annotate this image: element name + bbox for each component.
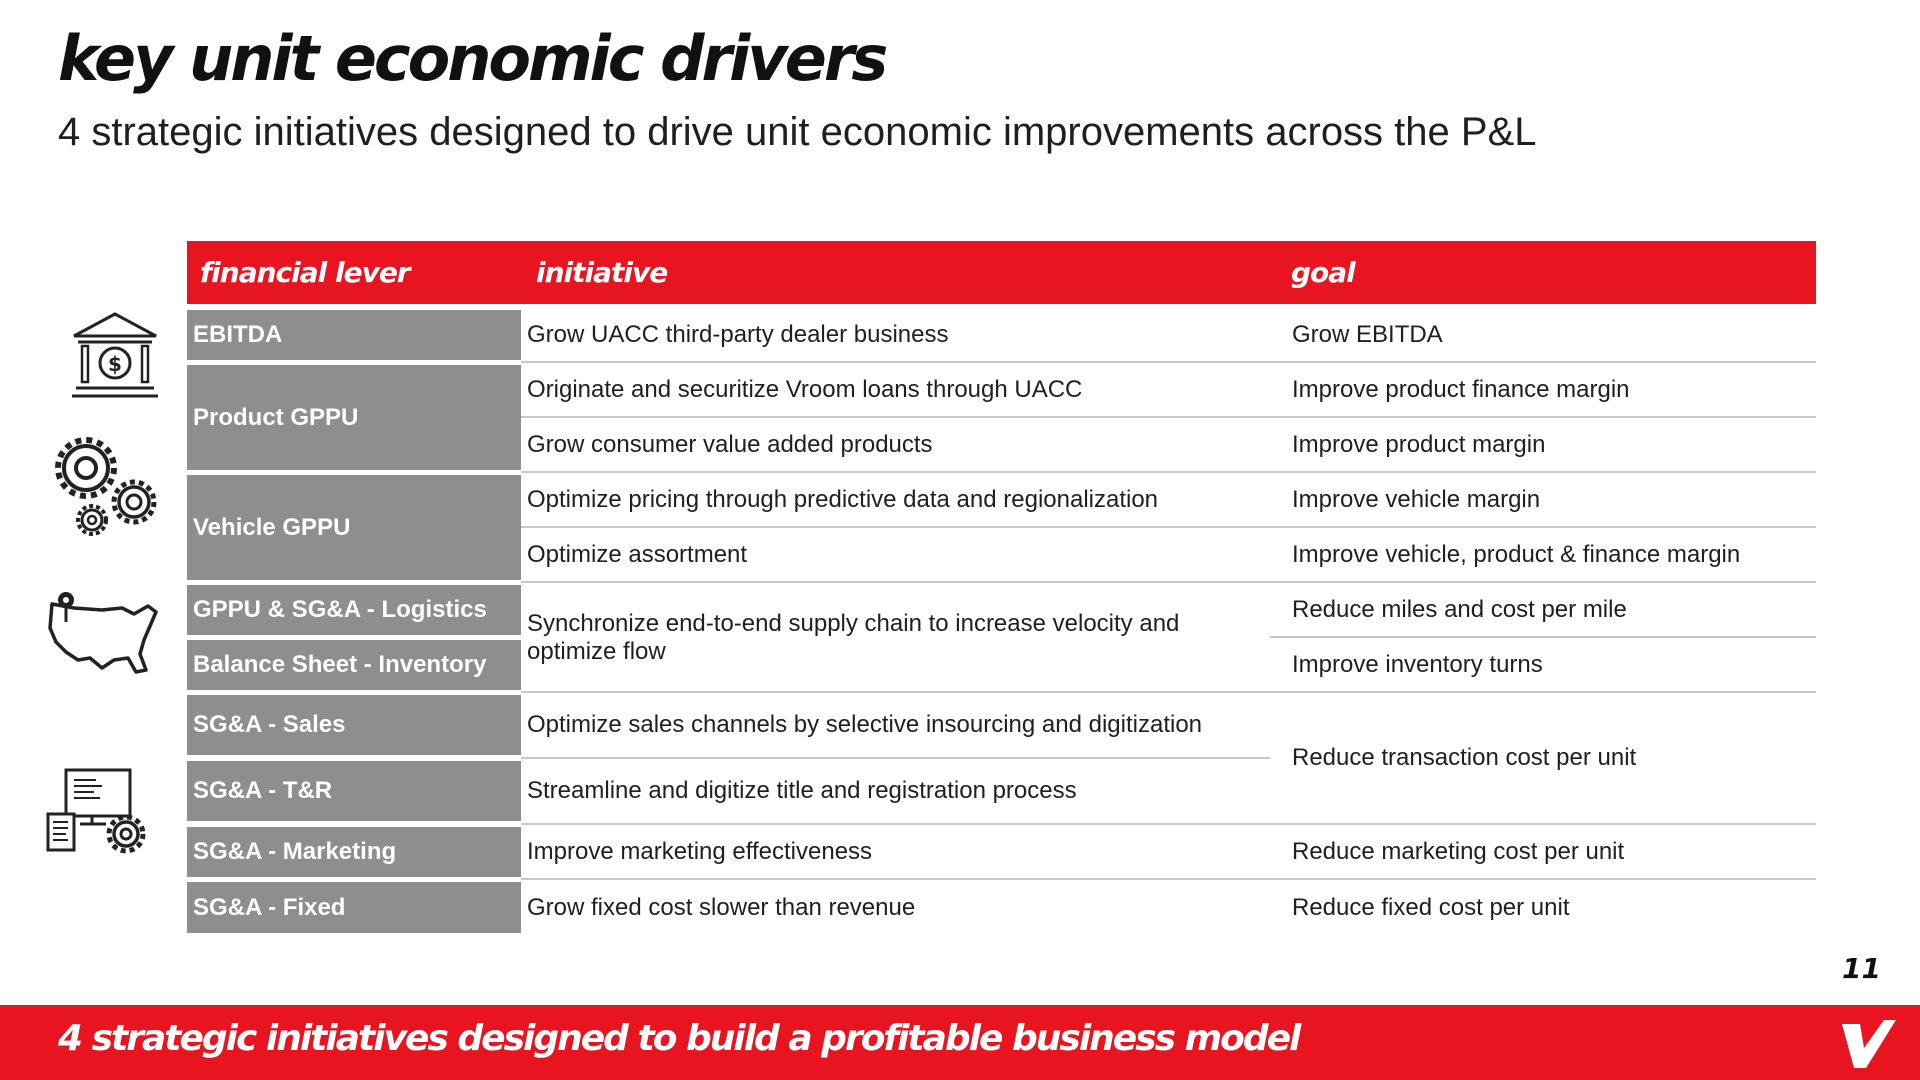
initiative-cell: Streamline and digitize title and registration process	[527, 777, 1077, 804]
page-subtitle: 4 strategic initiatives designed to drive unit economic improvements across the P&L	[58, 110, 1537, 154]
initiative-cell: Optimize sales channels by selective insourcing and digitization	[527, 711, 1203, 738]
initiative-cell: Grow consumer value added products	[527, 431, 933, 458]
initiative-cell: Optimize pricing through predictive data and regionalization	[527, 486, 1159, 513]
row-divider	[521, 526, 1816, 528]
header-goal: goal	[1291, 256, 1355, 289]
row-divider	[521, 757, 1270, 759]
initiative-cell: Optimize assortment	[527, 541, 748, 568]
row-divider	[521, 878, 1816, 880]
lever-marketing: SG&A - Marketing	[187, 827, 521, 877]
initiative-cell: Grow fixed cost slower than revenue	[527, 893, 916, 921]
page-title: key unit economic drivers	[58, 22, 886, 95]
lever-logistics: GPPU & SG&A - Logistics	[187, 585, 521, 635]
computer-gear-icon	[46, 766, 150, 858]
row-divider	[521, 361, 1816, 363]
goal-cell: Reduce miles and cost per mile	[1292, 596, 1627, 623]
lever-fixed: SG&A - Fixed	[187, 882, 521, 933]
svg-text:$: $	[108, 352, 122, 376]
initiative-cell: Synchronize end-to-end supply chain to increase velocity and optimize flow	[527, 609, 1180, 665]
vroom-logo-icon	[1840, 1018, 1898, 1070]
us-map-pin-icon	[44, 588, 160, 680]
row-divider	[1270, 636, 1816, 638]
row-divider	[521, 471, 1816, 473]
initiative-cell: Improve marketing effectiveness	[527, 838, 873, 865]
goal-cell: Grow EBITDA	[1292, 321, 1443, 348]
row-divider	[521, 581, 1816, 583]
goal-cell: Reduce fixed cost per unit	[1292, 893, 1570, 921]
goal-cell: Improve vehicle, product & finance margin	[1292, 541, 1741, 568]
goal-cell: Improve vehicle margin	[1292, 486, 1541, 513]
initiative-cell: Grow UACC third-party dealer business	[527, 321, 949, 348]
lever-t-and-r: SG&A - T&R	[187, 761, 521, 821]
lever-vehicle-gppu: Vehicle GPPU	[187, 475, 521, 580]
row-divider	[521, 416, 1816, 418]
page-number: 11	[1842, 952, 1881, 985]
initiative-cell: Originate and securitize Vroom loans through UACC	[527, 376, 1083, 403]
bank-dollar-icon	[68, 310, 162, 400]
lever-product-gppu: Product GPPU	[187, 365, 521, 470]
table-header	[187, 241, 1816, 304]
lever-inventory: Balance Sheet - Inventory	[187, 640, 521, 690]
goal-cell: Improve product finance margin	[1292, 376, 1630, 403]
goal-cell: Reduce marketing cost per unit	[1292, 838, 1625, 865]
header-initiative: initiative	[536, 256, 668, 289]
goal-cell: Improve product margin	[1292, 431, 1546, 458]
gears-icon	[50, 432, 162, 538]
goal-cell: Improve inventory turns	[1292, 651, 1543, 678]
lever-sales: SG&A - Sales	[187, 695, 521, 755]
row-divider	[521, 823, 1816, 825]
goal-cell: Reduce transaction cost per unit	[1292, 744, 1637, 771]
lever-ebitda: EBITDA	[187, 310, 521, 360]
footer-tagline: 4 strategic initiatives designed to build a profitable business model	[58, 1018, 1300, 1059]
row-divider	[521, 691, 1816, 693]
header-financial-lever: financial lever	[200, 256, 410, 289]
